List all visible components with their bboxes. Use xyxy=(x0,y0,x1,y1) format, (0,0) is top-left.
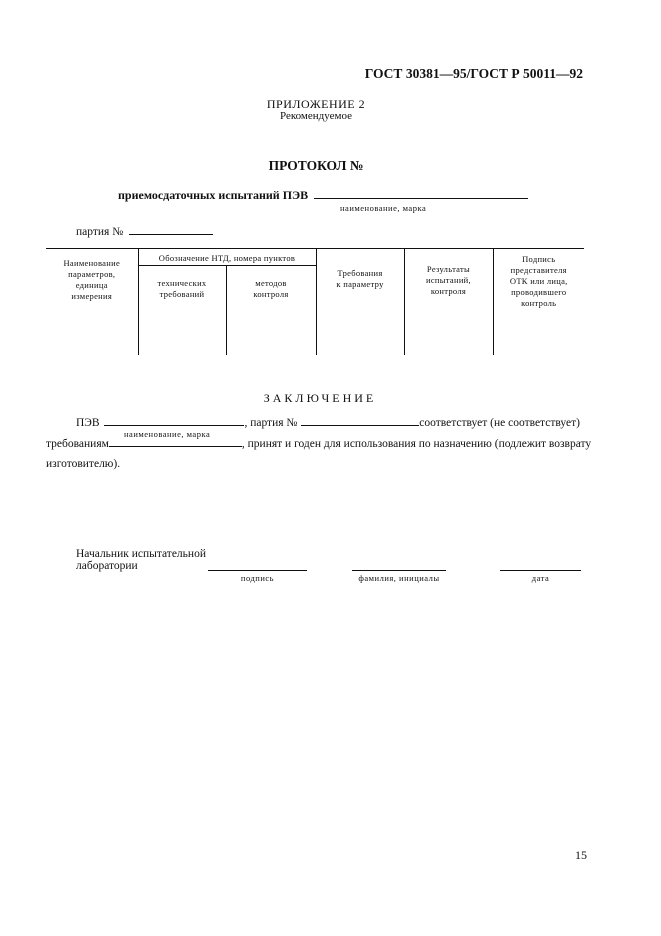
signature-role-line-2: лаборатории xyxy=(76,560,138,572)
conclusion-requirements-field[interactable] xyxy=(109,436,242,447)
signature-name-field[interactable] xyxy=(352,570,446,571)
protocol-title: ПРОТОКОЛ № xyxy=(268,158,364,173)
conclusion-conformity-text: соответствует (не соответствует) xyxy=(419,417,580,429)
batch-row xyxy=(76,224,213,238)
col-sig-line-3: ОТК или лица, xyxy=(509,276,568,286)
sub-tech-line-1: технических xyxy=(157,278,207,288)
appendix-label: ПРИЛОЖЕНИЕ 2 xyxy=(266,97,366,111)
batch-label: партия № xyxy=(76,226,124,238)
page-number: 15 xyxy=(575,848,587,862)
column-control-methods xyxy=(226,266,316,355)
protocol-subtitle: приемосдаточных испытаний ПЭВ xyxy=(118,188,309,202)
conclusion-product-hint: наименование, марка xyxy=(124,429,211,439)
col-sig-line-2: представителя xyxy=(510,265,567,275)
col-sig-line-1: Подпись xyxy=(522,254,556,264)
col-res-line-3: контроля xyxy=(430,286,467,296)
col-name-line-3: единица xyxy=(75,280,108,290)
col-res-line-2: испытаний, xyxy=(426,275,471,285)
column-tech-requirements xyxy=(138,266,226,355)
appendix-block xyxy=(0,98,632,122)
sub-methods-line-1: методов xyxy=(255,278,287,288)
signature-name-hint: фамилия, инициалы xyxy=(358,573,440,583)
signature-sign-hint: подпись xyxy=(240,573,275,583)
sub-methods-line-2: контроля xyxy=(253,289,289,299)
batch-number-field[interactable] xyxy=(129,224,213,235)
column-parameter-names xyxy=(46,249,138,355)
signature-date-hint: дата xyxy=(531,573,550,583)
col-req-line-1: Требования xyxy=(337,268,383,278)
col-sig-line-5: контроль xyxy=(521,298,557,308)
conclusion-line-3: изготовителю). xyxy=(46,458,121,470)
protocol-subtitle-row xyxy=(118,187,528,203)
col-sig-line-4: проводившего xyxy=(511,287,567,297)
conclusion-acceptance-text: , принят и годен для использования по назначению (подлежит возврату xyxy=(241,438,592,450)
column-signature xyxy=(493,249,584,355)
signature-role-line-1: Начальник испытательной xyxy=(76,548,206,560)
conclusion-batch-field[interactable] xyxy=(301,415,419,426)
conclusion-title: ЗАКЛЮЧЕНИЕ xyxy=(263,391,377,405)
signature-date-field[interactable] xyxy=(500,570,581,571)
product-name-hint: наименование, марка xyxy=(340,203,427,213)
signature-role xyxy=(76,548,206,572)
protocol-table xyxy=(46,248,584,355)
conclusion-product-label: ПЭВ xyxy=(76,417,100,429)
sub-tech-line-2: требований xyxy=(159,289,205,299)
product-name-field[interactable] xyxy=(314,187,528,199)
col-name-line-2: параметров, xyxy=(68,269,116,279)
signature-sign-field[interactable] xyxy=(208,570,307,571)
conclusion-product-field[interactable] xyxy=(104,415,244,426)
appendix-note: Рекомендуемое xyxy=(280,110,352,122)
column-requirements xyxy=(316,249,404,355)
conclusion-batch-label: , партия № xyxy=(244,417,298,429)
group-header-ntd: Обозначение НТД, номера пунктов xyxy=(158,253,296,263)
col-res-line-1: Результаты xyxy=(426,264,471,274)
col-name-line-4: измерения xyxy=(71,291,113,301)
conclusion-line-1 xyxy=(76,415,580,429)
conclusion-line-2 xyxy=(46,436,591,450)
column-results xyxy=(404,249,493,355)
conclusion-requirements-label: требованиям xyxy=(46,438,109,450)
column-group-ntd xyxy=(138,249,316,266)
col-name-line-1: Наименование xyxy=(63,258,121,268)
col-req-line-2: к параметру xyxy=(336,279,384,289)
document-standard-header: ГОСТ 30381—95/ГОСТ Р 50011—92 xyxy=(364,66,583,81)
